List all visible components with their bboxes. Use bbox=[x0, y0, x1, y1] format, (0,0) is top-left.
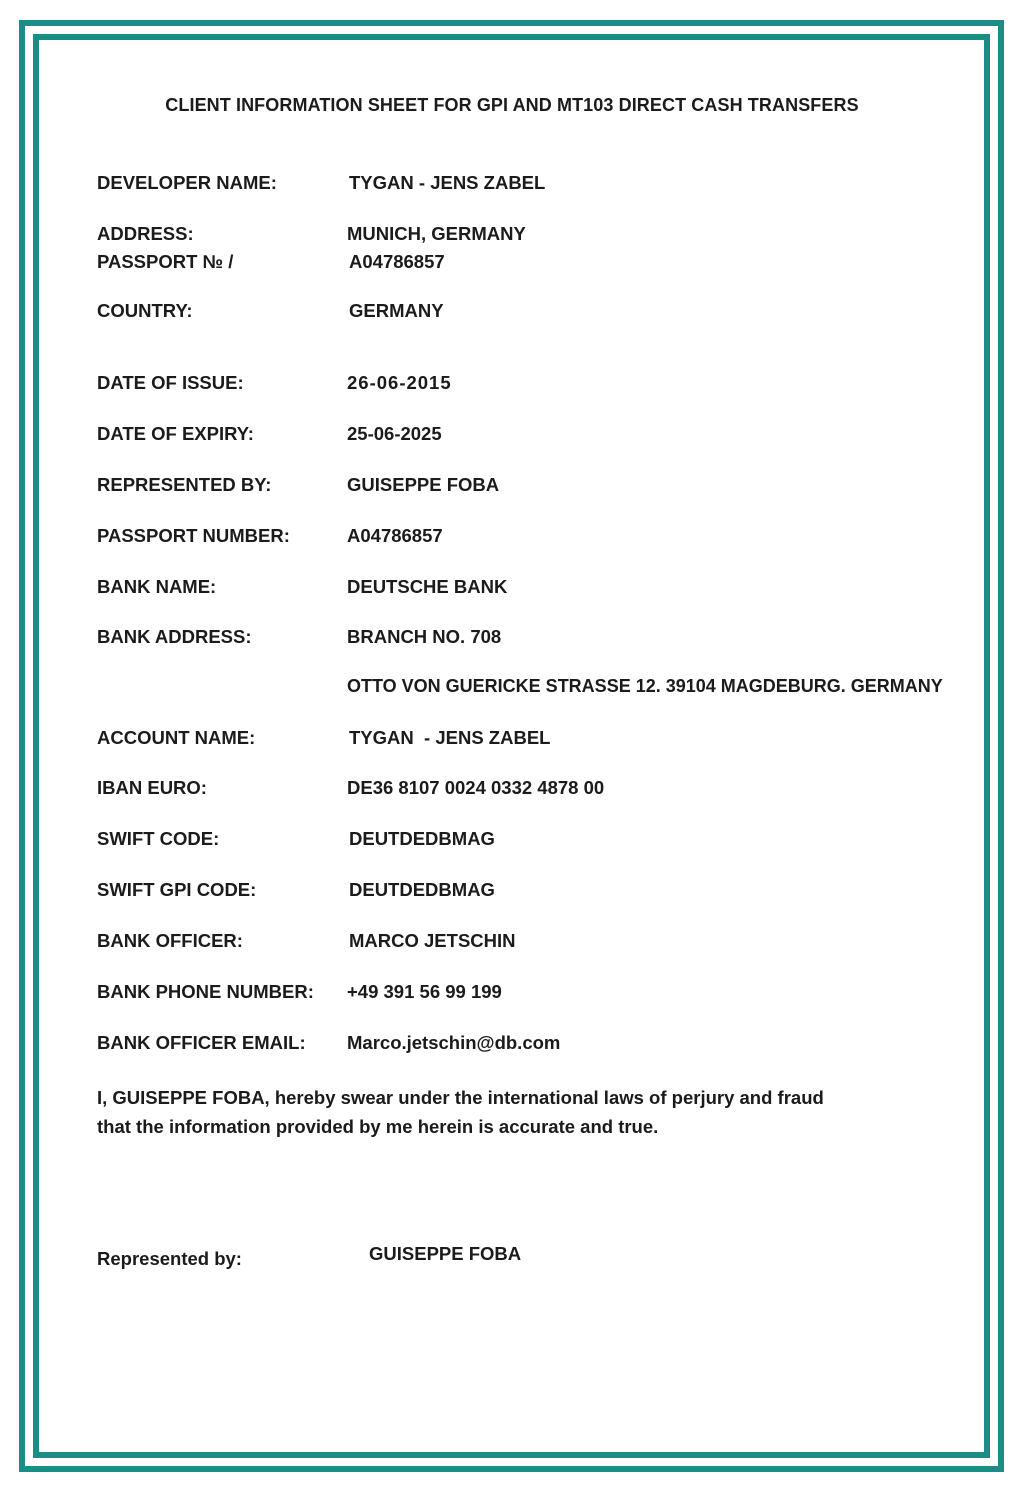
field-value: DEUTDEDBMAG bbox=[349, 879, 495, 900]
field-label: IBAN EURO: bbox=[97, 777, 207, 798]
field-label: DEVELOPER NAME: bbox=[97, 172, 277, 193]
field-row-bank-officer-email bbox=[0, 1032, 1024, 1056]
field-value: MUNICH, GERMANY bbox=[347, 223, 526, 244]
field-row-bank-phone-number bbox=[0, 981, 1024, 1005]
field-label: PASSPORT № / bbox=[97, 251, 234, 272]
field-row-address bbox=[0, 223, 1024, 247]
field-value: TYGAN - JENS ZABEL bbox=[349, 172, 546, 193]
field-value: DEUTDEDBMAG bbox=[349, 828, 495, 849]
field-label: COUNTRY: bbox=[97, 300, 193, 321]
field-row-developer-name bbox=[0, 172, 1024, 196]
field-label: PASSPORT NUMBER: bbox=[97, 525, 290, 546]
declaration-line: that the information provided by me herein is accurate and true. bbox=[97, 1116, 659, 1137]
field-value: OTTO VON GUERICKE STRASSE 12. 39104 MAGDEBURG. GERMANY bbox=[347, 676, 943, 696]
field-row-bank-name bbox=[0, 576, 1024, 600]
field-row-swift-code bbox=[0, 828, 1024, 852]
field-row-bank-address bbox=[0, 626, 1024, 650]
field-row-passport-number bbox=[0, 525, 1024, 549]
document-title: CLIENT INFORMATION SHEET FOR GPI AND MT103 DIRECT CASH TRANSFERS bbox=[165, 95, 859, 115]
field-row-account-name bbox=[0, 727, 1024, 751]
field-row-swift-gpi-code bbox=[0, 879, 1024, 903]
field-row-bank-officer bbox=[0, 930, 1024, 954]
signature-name: GUISEPPE FOBA bbox=[369, 1243, 522, 1264]
field-value: +49 391 56 99 199 bbox=[347, 981, 502, 1002]
declaration-line: I, GUISEPPE FOBA, hereby swear under the international laws of perjury and fraud bbox=[97, 1087, 824, 1108]
signature-label: Represented by: bbox=[97, 1248, 242, 1269]
field-label: BANK OFFICER: bbox=[97, 930, 243, 951]
field-value: DE36 8107 0024 0332 4878 00 bbox=[347, 777, 605, 798]
field-label: DATE OF ISSUE: bbox=[97, 372, 244, 393]
field-value: 25-06-2025 bbox=[347, 423, 442, 444]
declaration-text bbox=[97, 1083, 897, 1141]
field-value: Marco.jetschin@db.com bbox=[347, 1032, 561, 1053]
field-label: BANK ADDRESS: bbox=[97, 626, 252, 647]
field-label: DATE OF EXPIRY: bbox=[97, 423, 254, 444]
field-value: BRANCH NO. 708 bbox=[347, 626, 502, 647]
field-row-country bbox=[0, 300, 1024, 324]
field-label: SWIFT CODE: bbox=[97, 828, 220, 849]
field-label: BANK PHONE NUMBER: bbox=[97, 981, 314, 1002]
field-row-bank-address-line2 bbox=[0, 676, 1024, 700]
field-label: REPRESENTED BY: bbox=[97, 474, 272, 495]
field-row-date-of-issue bbox=[0, 372, 1024, 396]
field-row-iban-euro bbox=[0, 777, 1024, 801]
field-value: 26-06-2015 bbox=[347, 372, 452, 393]
field-value: A04786857 bbox=[349, 251, 445, 272]
field-row-date-of-expiry bbox=[0, 423, 1024, 447]
field-value: A04786857 bbox=[347, 525, 443, 546]
field-label: SWIFT GPI CODE: bbox=[97, 879, 257, 900]
field-row-passport bbox=[0, 251, 1024, 275]
field-row-represented-by bbox=[0, 474, 1024, 498]
field-label: BANK NAME: bbox=[97, 576, 217, 597]
field-value: DEUTSCHE BANK bbox=[347, 576, 508, 597]
field-value: MARCO JETSCHIN bbox=[349, 930, 516, 951]
field-label: BANK OFFICER EMAIL: bbox=[97, 1032, 306, 1053]
field-label: ACCOUNT NAME: bbox=[97, 727, 256, 748]
field-value: GERMANY bbox=[349, 300, 444, 321]
field-value: GUISEPPE FOBA bbox=[347, 474, 500, 495]
field-label: ADDRESS: bbox=[97, 223, 194, 244]
field-value: TYGAN - JENS ZABEL bbox=[349, 727, 551, 748]
